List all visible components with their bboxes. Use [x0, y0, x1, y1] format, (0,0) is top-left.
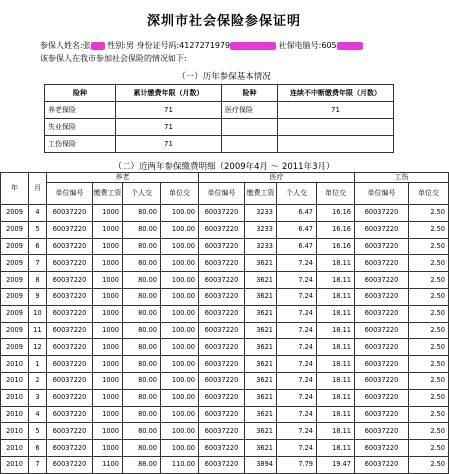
sub-header: 单位交: [317, 183, 355, 205]
table-row: [1, 406, 449, 423]
unit-code-cell: 60037220: [47, 440, 93, 457]
insurance-type: [222, 136, 278, 153]
table-row: [45, 102, 394, 119]
month-cell: 7: [29, 255, 47, 272]
wage-cell: 3621: [245, 255, 277, 272]
table-row: [1, 372, 449, 389]
personal-cell: 80.00: [123, 440, 161, 457]
employer-cell: 100.00: [161, 356, 199, 373]
redaction-mask: [337, 42, 363, 50]
month-cell: 8: [29, 272, 47, 289]
employer-cell: 2.50: [409, 238, 449, 255]
employer-cell: 18.11: [317, 356, 355, 373]
month-cell: 10: [29, 305, 47, 322]
table-row: [1, 322, 449, 339]
employer-cell: 100.00: [161, 272, 199, 289]
personal-cell: 7.79: [277, 456, 317, 473]
wage-cell: 3621: [245, 272, 277, 289]
unit-code-cell: 60037220: [355, 238, 409, 255]
table-row: [1, 288, 449, 305]
unit-code-cell: 60037220: [47, 322, 93, 339]
wage-cell: 1000: [93, 322, 123, 339]
unit-code-cell: 60037220: [355, 339, 409, 356]
table-row: [1, 205, 449, 222]
wage-cell: 1000: [93, 440, 123, 457]
employer-cell: 2.50: [409, 205, 449, 222]
wage-cell: 3621: [245, 372, 277, 389]
employer-cell: 18.11: [317, 288, 355, 305]
sub-header: 个人交: [277, 183, 317, 205]
wage-cell: 3621: [245, 389, 277, 406]
unit-code-cell: 60037220: [47, 406, 93, 423]
wage-cell: 3894: [245, 456, 277, 473]
unit-code-cell: 60037220: [355, 322, 409, 339]
months-value: [278, 136, 394, 153]
personal-cell: 7.24: [277, 322, 317, 339]
unit-code-cell: 60037220: [47, 356, 93, 373]
section2-title: （二）近两年参保缴费明细（2009年4月 ～ 2011年3月）: [113, 162, 335, 172]
employer-cell: 2.50: [409, 406, 449, 423]
employer-cell: 18.11: [317, 423, 355, 440]
gender-label: 性别:: [107, 41, 126, 50]
year-header: 年: [1, 173, 29, 205]
employer-cell: 100.00: [161, 372, 199, 389]
personal-cell: 80.00: [123, 205, 161, 222]
personal-cell: 80.00: [123, 272, 161, 289]
intro-text: 该参保人在我市参加社会保险的情况如下:: [40, 54, 187, 63]
employer-cell: 18.11: [317, 255, 355, 272]
insured-info-line: [40, 40, 445, 51]
table-row: [1, 238, 449, 255]
personal-cell: 80.00: [123, 339, 161, 356]
wage-cell: 3233: [245, 221, 277, 238]
wage-cell: 3233: [245, 205, 277, 222]
pc-number-label: 社保电脑号:: [278, 41, 322, 50]
year-cell: 2009: [1, 205, 29, 222]
table-row: [1, 456, 449, 473]
year-cell: 2009: [1, 255, 29, 272]
year-cell: 2010: [1, 440, 29, 457]
table-row: [1, 356, 449, 373]
unit-code-cell: 60037220: [199, 288, 245, 305]
employer-cell: 2.50: [409, 339, 449, 356]
employer-cell: 2.50: [409, 221, 449, 238]
month-cell: 11: [29, 322, 47, 339]
wage-cell: 1000: [93, 356, 123, 373]
unit-code-cell: 60037220: [355, 406, 409, 423]
month-cell: 9: [29, 288, 47, 305]
year-cell: 2009: [1, 322, 29, 339]
month-cell: 4: [29, 406, 47, 423]
document-title: 深圳市社会保险参保证明: [146, 14, 301, 29]
wage-cell: 3621: [245, 339, 277, 356]
table-row: [1, 255, 449, 272]
year-cell: 2010: [1, 389, 29, 406]
wage-cell: 3233: [245, 238, 277, 255]
month-cell: 5: [29, 423, 47, 440]
personal-cell: 7.24: [277, 356, 317, 373]
employer-cell: 18.11: [317, 440, 355, 457]
sub-header: 缴费工资: [245, 183, 277, 205]
month-header: 月: [29, 173, 47, 205]
year-cell: 2010: [1, 456, 29, 473]
employer-cell: 110.00: [161, 456, 199, 473]
personal-cell: 88.00: [123, 456, 161, 473]
personal-cell: 7.24: [277, 255, 317, 272]
month-cell: 6: [29, 440, 47, 457]
employer-cell: 2.50: [409, 305, 449, 322]
unit-code-cell: 60037220: [355, 205, 409, 222]
gender-value: 男: [125, 41, 134, 50]
contribution-detail-table: [0, 172, 449, 474]
table-row: [1, 423, 449, 440]
personal-cell: 7.24: [277, 406, 317, 423]
personal-cell: 7.24: [277, 440, 317, 457]
table-row: [45, 119, 394, 136]
unit-code-cell: 60037220: [355, 356, 409, 373]
personal-cell: 80.00: [123, 389, 161, 406]
employer-cell: 100.00: [161, 221, 199, 238]
personal-cell: 80.00: [123, 423, 161, 440]
wage-cell: 3621: [245, 440, 277, 457]
unit-code-cell: 60037220: [47, 423, 93, 440]
table-row: [45, 136, 394, 153]
wage-cell: 3621: [245, 406, 277, 423]
redaction-mask: [230, 42, 276, 50]
unit-code-cell: 60037220: [355, 305, 409, 322]
table-row: [1, 221, 449, 238]
wage-cell: 1000: [93, 305, 123, 322]
employer-cell: 100.00: [161, 339, 199, 356]
personal-cell: 80.00: [123, 255, 161, 272]
month-cell: 3: [29, 389, 47, 406]
wage-cell: 1000: [93, 205, 123, 222]
personal-cell: 80.00: [123, 372, 161, 389]
personal-cell: 80.00: [123, 305, 161, 322]
year-cell: 2009: [1, 238, 29, 255]
unit-code-cell: 60037220: [47, 305, 93, 322]
unit-code-cell: 60037220: [47, 272, 93, 289]
personal-cell: 80.00: [123, 221, 161, 238]
header-cell: 连续不中断缴费年限（月数）: [278, 85, 394, 102]
unit-code-cell: 60037220: [199, 339, 245, 356]
month-cell: 5: [29, 221, 47, 238]
wage-cell: 1000: [93, 255, 123, 272]
unit-code-cell: 60037220: [199, 272, 245, 289]
year-cell: 2009: [1, 339, 29, 356]
personal-cell: 7.24: [277, 339, 317, 356]
section1-title: （一）历年参保基本情况: [177, 72, 271, 82]
wage-cell: 3621: [245, 356, 277, 373]
unit-code-cell: 60037220: [199, 255, 245, 272]
personal-cell: 7.24: [277, 305, 317, 322]
table-row: [1, 339, 449, 356]
employer-cell: 2.50: [409, 423, 449, 440]
personal-cell: 6.47: [277, 238, 317, 255]
months-value: 71: [116, 102, 222, 119]
wage-cell: 1000: [93, 406, 123, 423]
employer-cell: 100.00: [161, 440, 199, 457]
insurance-type: 医疗保险: [222, 102, 278, 119]
employer-cell: 2.50: [409, 322, 449, 339]
wage-cell: 1000: [93, 372, 123, 389]
unit-code-cell: 60037220: [199, 305, 245, 322]
unit-code-cell: 60037220: [47, 221, 93, 238]
table-row: [1, 272, 449, 289]
months-value: 71: [116, 119, 222, 136]
unit-code-cell: 60037220: [199, 423, 245, 440]
insurance-type: 工伤保险: [45, 136, 116, 153]
month-cell: 12: [29, 339, 47, 356]
unit-code-cell: 60037220: [355, 372, 409, 389]
injury-group-header: 工伤: [355, 173, 449, 183]
detail-rows: [1, 205, 449, 474]
unit-code-cell: 60037220: [47, 339, 93, 356]
personal-cell: 80.00: [123, 406, 161, 423]
unit-code-cell: 60037220: [199, 440, 245, 457]
employer-cell: 18.11: [317, 339, 355, 356]
wage-cell: 1000: [93, 272, 123, 289]
employer-cell: 18.11: [317, 372, 355, 389]
employer-cell: 16.16: [317, 238, 355, 255]
unit-code-cell: 60037220: [355, 456, 409, 473]
unit-code-cell: 60037220: [47, 205, 93, 222]
month-cell: 6: [29, 238, 47, 255]
unit-code-cell: 60037220: [47, 288, 93, 305]
unit-code-cell: 60037220: [199, 221, 245, 238]
id-value: 4127271979: [179, 41, 231, 50]
employer-cell: 2.50: [409, 372, 449, 389]
unit-code-cell: 60037220: [355, 255, 409, 272]
unit-code-cell: 60037220: [199, 389, 245, 406]
employer-cell: 2.50: [409, 389, 449, 406]
sub-header: 单位编号: [47, 183, 93, 205]
employer-cell: 18.11: [317, 272, 355, 289]
personal-cell: 80.00: [123, 238, 161, 255]
employer-cell: 100.00: [161, 389, 199, 406]
year-cell: 2009: [1, 305, 29, 322]
wage-cell: 3621: [245, 423, 277, 440]
sub-header: 单位交: [409, 183, 449, 205]
unit-code-cell: 60037220: [199, 238, 245, 255]
employer-cell: 16.16: [317, 205, 355, 222]
sub-header: 个人交: [123, 183, 161, 205]
unit-code-cell: 60037220: [199, 372, 245, 389]
employer-cell: 100.00: [161, 423, 199, 440]
employer-cell: 100.00: [161, 255, 199, 272]
year-cell: 2010: [1, 356, 29, 373]
unit-code-cell: 60037220: [355, 221, 409, 238]
unit-code-cell: 60037220: [355, 272, 409, 289]
personal-cell: 80.00: [123, 356, 161, 373]
personal-cell: 7.24: [277, 272, 317, 289]
employer-cell: 2.50: [409, 456, 449, 473]
insurance-type: [222, 119, 278, 136]
employer-cell: 18.11: [317, 322, 355, 339]
employer-cell: 100.00: [161, 238, 199, 255]
wage-cell: 1100: [93, 456, 123, 473]
sub-header: 单位编号: [355, 183, 409, 205]
months-value: 71: [116, 136, 222, 153]
year-cell: 2010: [1, 406, 29, 423]
month-cell: 1: [29, 356, 47, 373]
sub-header: 缴费工资: [93, 183, 123, 205]
year-cell: 2009: [1, 288, 29, 305]
wage-cell: 1000: [93, 389, 123, 406]
name-value: 张: [82, 41, 91, 50]
employer-cell: 100.00: [161, 305, 199, 322]
unit-code-cell: 60037220: [47, 456, 93, 473]
personal-cell: 6.47: [277, 221, 317, 238]
wage-cell: 1000: [93, 423, 123, 440]
employer-cell: 18.11: [317, 389, 355, 406]
employer-cell: 2.50: [409, 440, 449, 457]
personal-cell: 7.24: [277, 423, 317, 440]
sub-header: 单位交: [161, 183, 199, 205]
pension-group-header: 养老: [47, 173, 199, 183]
unit-code-cell: 60037220: [47, 238, 93, 255]
medical-group-header: 医疗: [199, 173, 355, 183]
unit-code-cell: 60037220: [199, 322, 245, 339]
redaction-mask: [91, 42, 105, 50]
year-cell: 2009: [1, 221, 29, 238]
personal-cell: 6.47: [277, 205, 317, 222]
wage-cell: 1000: [93, 238, 123, 255]
personal-cell: 7.24: [277, 288, 317, 305]
name-label: 参保人姓名:: [40, 41, 83, 50]
employer-cell: 19.47: [317, 456, 355, 473]
table-row: [1, 440, 449, 457]
unit-code-cell: 60037220: [47, 255, 93, 272]
id-label: 身份证号码:: [136, 41, 180, 50]
employer-cell: 100.00: [161, 288, 199, 305]
insurance-type: 养老保险: [45, 102, 116, 119]
unit-code-cell: 60037220: [199, 456, 245, 473]
employer-cell: 100.00: [161, 205, 199, 222]
table-row: [1, 389, 449, 406]
month-cell: 2: [29, 372, 47, 389]
unit-code-cell: 60037220: [199, 205, 245, 222]
year-cell: 2010: [1, 372, 29, 389]
header-cell: 险种: [222, 85, 278, 102]
unit-code-cell: 60037220: [355, 423, 409, 440]
unit-code-cell: 60037220: [355, 288, 409, 305]
wage-cell: 3621: [245, 322, 277, 339]
wage-cell: 3621: [245, 288, 277, 305]
unit-code-cell: 60037220: [47, 389, 93, 406]
header-cell: 累计缴费年限（月数）: [116, 85, 222, 102]
unit-code-cell: 60037220: [199, 356, 245, 373]
year-cell: 2009: [1, 272, 29, 289]
employer-cell: 2.50: [409, 288, 449, 305]
wage-cell: 1000: [93, 339, 123, 356]
sub-header: 单位编号: [199, 183, 245, 205]
employer-cell: 2.50: [409, 356, 449, 373]
personal-cell: 7.24: [277, 389, 317, 406]
header-cell: 险种: [45, 85, 116, 102]
wage-cell: 3621: [245, 305, 277, 322]
month-cell: 7: [29, 456, 47, 473]
employer-cell: 100.00: [161, 406, 199, 423]
unit-code-cell: 60037220: [355, 389, 409, 406]
employer-cell: 2.50: [409, 272, 449, 289]
personal-cell: 7.24: [277, 372, 317, 389]
month-cell: 4: [29, 205, 47, 222]
basic-summary-table: [44, 84, 394, 153]
employer-cell: 18.11: [317, 305, 355, 322]
personal-cell: 80.00: [123, 322, 161, 339]
year-cell: 2010: [1, 423, 29, 440]
employer-cell: 18.11: [317, 406, 355, 423]
pc-number-value: 605: [321, 41, 337, 50]
months-value: 71: [278, 102, 394, 119]
personal-cell: 80.00: [123, 288, 161, 305]
employer-cell: 100.00: [161, 322, 199, 339]
table-row: [1, 305, 449, 322]
employer-cell: 2.50: [409, 255, 449, 272]
wage-cell: 1000: [93, 288, 123, 305]
unit-code-cell: 60037220: [199, 406, 245, 423]
insurance-type: 失业保险: [45, 119, 116, 136]
months-value: [278, 119, 394, 136]
wage-cell: 1000: [93, 221, 123, 238]
unit-code-cell: 60037220: [355, 440, 409, 457]
unit-code-cell: 60037220: [47, 372, 93, 389]
employer-cell: 16.16: [317, 221, 355, 238]
